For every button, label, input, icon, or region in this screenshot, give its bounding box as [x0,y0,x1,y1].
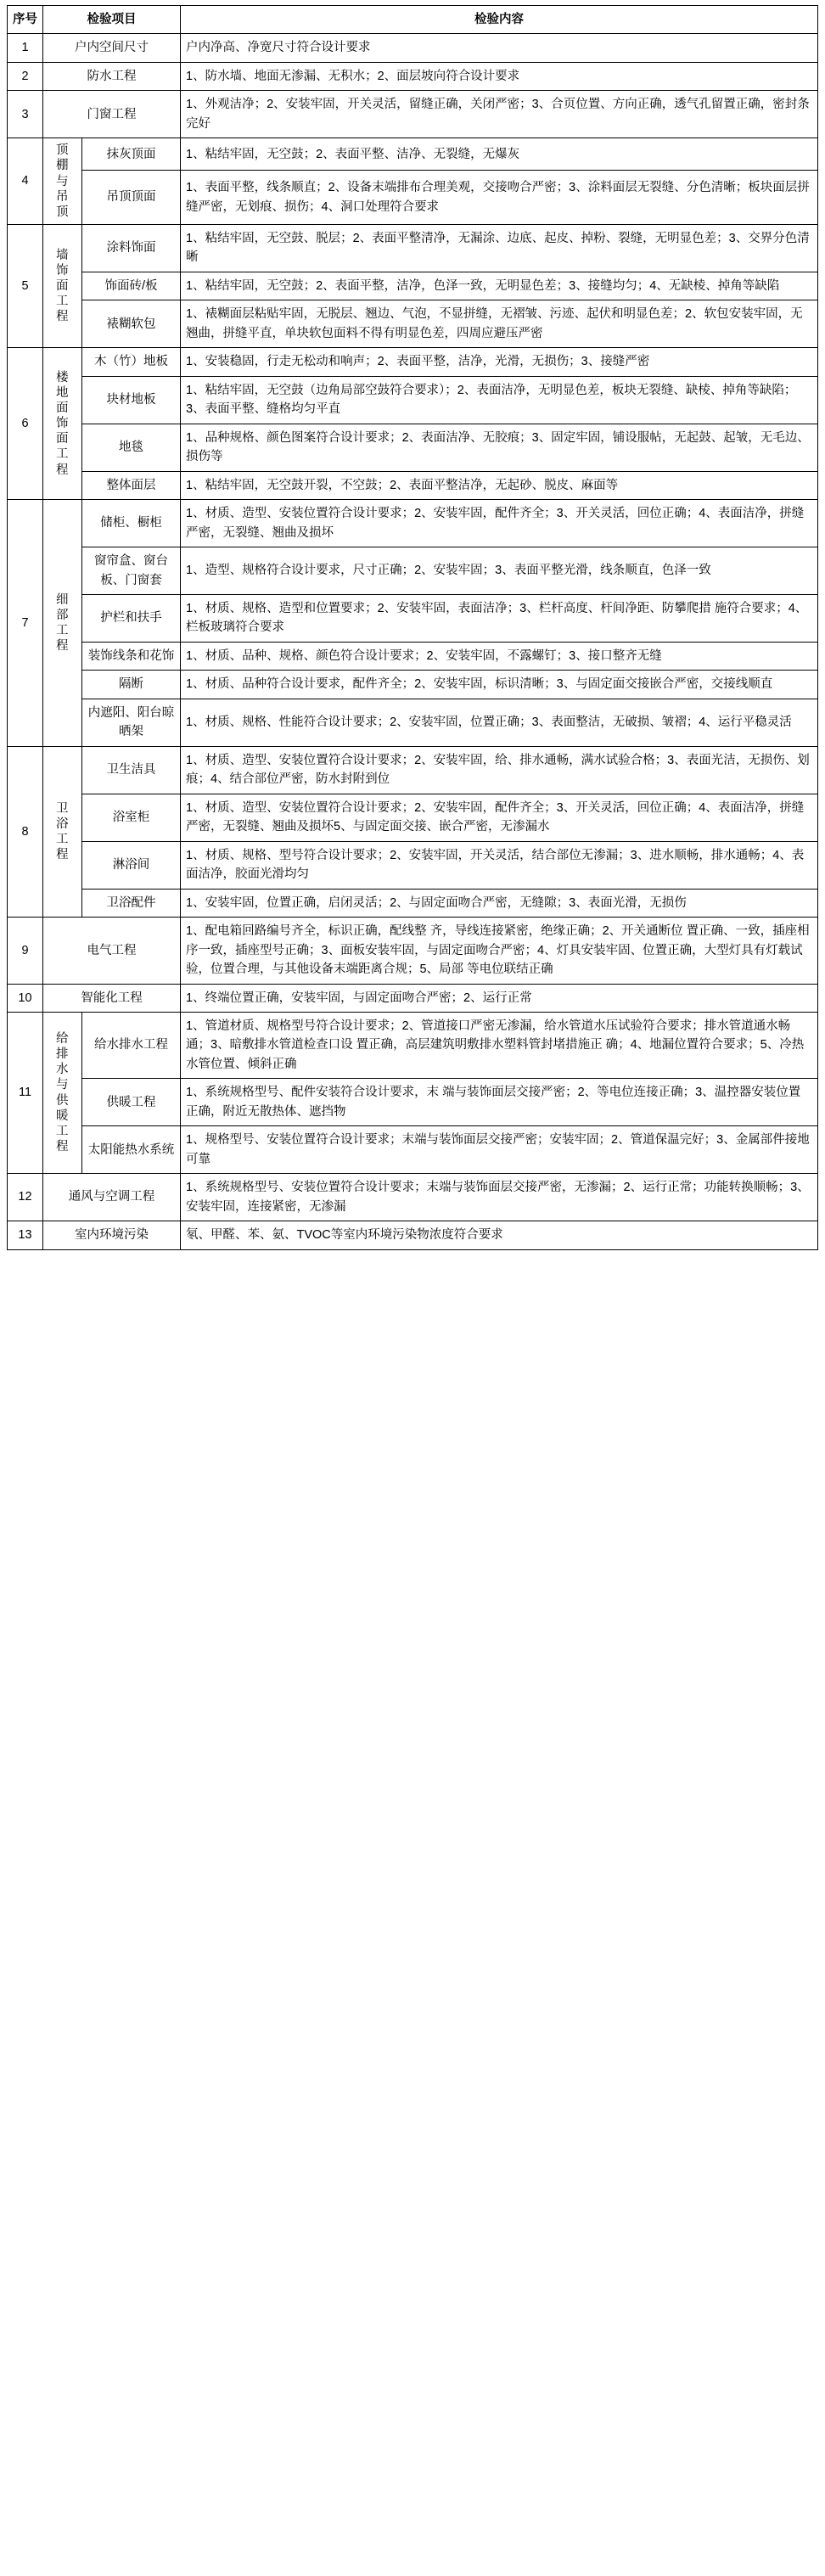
inspection-item: 抹灰顶面 [82,138,181,171]
inspection-content: 1、规格型号、安装位置符合设计要求；末端与装饰面层交接严密；安装牢固；2、管道保温完好；3、金属部件接地可靠 [181,1126,818,1174]
header-cell-no: 序号 [8,6,43,34]
row-number: 8 [8,746,43,917]
table-row [8,841,818,889]
table-row [8,424,818,471]
inspection-item: 裱糊软包 [82,300,181,348]
inspection-item: 给水排水工程 [82,1012,181,1078]
inspection-item: 护栏和扶手 [82,595,181,643]
row-group-label [43,138,82,225]
table-body [8,34,818,1249]
inspection-content: 1、表面平整，线条顺直；2、设备末端排布合理美观，交接吻合严密；3、涂料面层无裂缝、分色清晰；板块面层拼缝严密，无划痕、损伤；4、洞口处理符合要求 [181,171,818,225]
row-group-label [43,348,82,500]
inspection-content: 1、材质、规格、造型和位置要求；2、安装牢固，表面洁净；3、栏杆高度、杆间净距、防攀爬措 施符合要求；4、栏板玻璃符合要求 [181,595,818,643]
table-row [8,500,818,547]
inspection-item: 太阳能热水系统 [82,1126,181,1174]
inspection-content: 1、终端位置正确，安装牢固，与固定面吻合严密；2、运行正常 [181,984,818,1012]
row-number: 10 [8,984,43,1012]
table-row [8,889,818,917]
inspection-content: 氡、甲醛、苯、氨、TVOC等室内环境污染物浓度符合要求 [181,1221,818,1249]
table-row [8,138,818,171]
inspection-item: 木（竹）地板 [82,348,181,376]
table-row [8,1126,818,1174]
table-row [8,62,818,90]
inspection-item: 内遮阳、阳台晾晒架 [82,699,181,746]
table-row [8,348,818,376]
inspection-item: 门窗工程 [43,91,181,138]
inspection-table [7,5,818,1250]
inspection-content: 1、粘结牢固，无空鼓（边角局部空鼓符合要求）；2、表面洁净，无明显色差，板块无裂缝、缺棱、掉角等缺陷；3、表面平整、缝格均匀平直 [181,376,818,424]
inspection-content: 1、粘结牢固，无空鼓、脱层；2、表面平整清净，无漏涂、边底、起皮、掉粉、裂缝，无明显色差；3、交界分色清晰 [181,224,818,272]
inspection-item: 卫浴配件 [82,889,181,917]
group-label-text: 楼地面饰面工程 [56,370,69,477]
group-label-text: 给排水与供暖工程 [56,1032,69,1153]
inspection-content: 1、安装稳固，行走无松动和响声；2、表面平整，洁净，光滑，无损伤；3、接缝严密 [181,348,818,376]
row-number: 5 [8,224,43,347]
inspection-content: 1、安装牢固，位置正确，启闭灵活；2、与固定面吻合严密，无缝隙；3、表面光滑，无损伤 [181,889,818,917]
row-number: 6 [8,348,43,500]
header-cell-content: 检验内容 [181,6,818,34]
row-group-label [43,224,82,347]
inspection-item: 室内环境污染 [43,1221,181,1249]
header-row [8,6,818,34]
inspection-item: 块材地板 [82,376,181,424]
inspection-item: 户内空间尺寸 [43,34,181,62]
group-label-text: 顶棚与吊顶 [56,143,69,219]
inspection-item: 整体面层 [82,471,181,499]
inspection-item: 浴室柜 [82,794,181,841]
inspection-item: 地毯 [82,424,181,471]
inspection-item: 卫生洁具 [82,746,181,794]
table-row [8,376,818,424]
inspection-content: 1、系统规格型号、配件安装符合设计要求，末 端与装饰面层交接严密；2、等电位连接正确；3、温控器安装位置正确，附近无散热体、遮挡物 [181,1079,818,1126]
table-row [8,1174,818,1221]
table-row [8,471,818,499]
table-row [8,1012,818,1078]
inspection-content: 1、外观洁净；2、安装牢固，开关灵活，留缝正确，关闭严密；3、合页位置、方向正确，透气孔留置正确，密封条完好 [181,91,818,138]
table-row [8,595,818,643]
inspection-content: 1、裱糊面层粘贴牢固，无脱层、翘边、气泡，不显拼缝，无褶皱、污迹、起伏和明显色差；2、软包安装牢固，无翘曲，拼缝平直，单块软包面料不得有明显色差，四周应避压严密 [181,300,818,348]
row-number: 3 [8,91,43,138]
inspection-content: 1、造型、规格符合设计要求，尺寸正确；2、安装牢固；3、表面平整光滑，线条顺直，色泽一致 [181,547,818,595]
inspection-content: 1、材质、规格、性能符合设计要求；2、安装牢固，位置正确；3、表面整洁，无破损、皱褶；4、运行平稳灵活 [181,699,818,746]
table-row [8,300,818,348]
inspection-content: 1、材质、造型、安装位置符合设计要求；2、安装牢固，配件齐全；3、开关灵活，回位正确；4、表面洁净，拼缝严密，无裂缝、翘曲及损坏5、与固定面交接、嵌合严密，无渗漏水 [181,794,818,841]
row-number: 1 [8,34,43,62]
table-row [8,171,818,225]
row-group-label [43,500,82,747]
table-row [8,642,818,670]
table-row [8,984,818,1012]
row-number: 11 [8,1012,43,1173]
inspection-content: 1、材质、规格、型号符合设计要求；2、安装牢固，开关灵活，结合部位无渗漏；3、进水顺畅，排水通畅；4、表面洁净，胶面光滑均匀 [181,841,818,889]
inspection-item: 装饰线条和花饰 [82,642,181,670]
inspection-item: 窗帘盒、窗台板、门窗套 [82,547,181,595]
inspection-content: 户内净高、净宽尺寸符合设计要求 [181,34,818,62]
row-number: 12 [8,1174,43,1221]
inspection-content: 1、管道材质、规格型号符合设计要求；2、管道接口严密无渗漏，给水管道水压试验符合要求；排水管道通水畅通；3、暗敷排水管道检查口设 置正确，高层建筑明敷排水塑料管封堵措施正 确；4、地漏位置符合要求；5、冷热水管位置、倾斜正确 [181,1012,818,1078]
inspection-content: 1、配电箱回路编号齐全，标识正确，配线整 齐，导线连接紧密，绝缘正确；2、开关通断位 置正确、一致，插座相序一致，插座型号正确；3、面板安装牢固，与固定面吻合严密；4、灯具安装牢固、位置正确，大型灯具有灯载试验，位置合理，与其他设备末端距离合规；5、局部 等电位联结正确 [181,918,818,984]
table-row [8,224,818,272]
inspection-content: 1、材质、品种、规格、颜色符合设计要求；2、安装牢固，不露螺钉；3、接口整齐无缝 [181,642,818,670]
table-row [8,547,818,595]
row-group-label [43,746,82,917]
inspection-content: 1、品种规格、颜色图案符合设计要求；2、表面洁净、无胶痕；3、固定牢固，铺设服帖，无起鼓、起皱，无毛边、损伤等 [181,424,818,471]
inspection-content: 1、粘结牢固，无空鼓；2、表面平整，洁净，色泽一致，无明显色差；3、接缝均匀；4、无缺棱、掉角等缺陷 [181,272,818,300]
table-row [8,1079,818,1126]
inspection-content: 1、系统规格型号、安装位置符合设计要求；末端与装饰面层交接严密，无渗漏；2、运行正常；功能转换顺畅；3、安装牢固，连接紧密，无渗漏 [181,1174,818,1221]
row-number: 7 [8,500,43,747]
inspection-item: 供暖工程 [82,1079,181,1126]
row-number: 4 [8,138,43,225]
inspection-item: 吊顶顶面 [82,171,181,225]
group-label-text: 卫浴工程 [56,801,69,862]
document-page [0,0,825,1259]
table-row [8,794,818,841]
table-row [8,699,818,746]
table-row [8,746,818,794]
row-number: 13 [8,1221,43,1249]
row-group-label [43,1012,82,1173]
row-number: 2 [8,62,43,90]
inspection-item: 防水工程 [43,62,181,90]
inspection-item: 涂料饰面 [82,224,181,272]
inspection-item: 电气工程 [43,918,181,984]
inspection-item: 通风与空调工程 [43,1174,181,1221]
inspection-item: 淋浴间 [82,841,181,889]
table-header [8,6,818,34]
table-row [8,1221,818,1249]
inspection-item: 智能化工程 [43,984,181,1012]
header-cell-item: 检验项目 [43,6,181,34]
inspection-item: 储柜、橱柜 [82,500,181,547]
table-row [8,91,818,138]
group-label-text: 墙饰面工程 [56,248,69,324]
table-row [8,918,818,984]
inspection-content: 1、材质、造型、安装位置符合设计要求；2、安装牢固，配件齐全；3、开关灵活，回位正确；4、表面洁净，拼缝严密，无裂缝、翘曲及损坏 [181,500,818,547]
inspection-item: 饰面砖/板 [82,272,181,300]
table-row [8,671,818,699]
inspection-content: 1、粘结牢固，无空鼓开裂，不空鼓；2、表面平整洁净，无起砂、脱皮、麻面等 [181,471,818,499]
inspection-content: 1、材质、品种符合设计要求，配件齐全；2、安装牢固，标识清晰；3、与固定面交接嵌合严密，交接线顺直 [181,671,818,699]
table-row [8,272,818,300]
inspection-content: 1、材质、造型、安装位置符合设计要求；2、安装牢固，给、排水通畅，满水试验合格；3、表面光洁，无损伤、划痕；4、结合部位严密，防水封附到位 [181,746,818,794]
inspection-item: 隔断 [82,671,181,699]
row-number: 9 [8,918,43,984]
inspection-content: 1、防水墙、地面无渗漏、无积水；2、面层坡向符合设计要求 [181,62,818,90]
group-label-text: 细部工程 [56,592,69,654]
inspection-content: 1、粘结牢固，无空鼓；2、表面平整、洁净、无裂缝，无爆灰 [181,138,818,171]
table-row [8,34,818,62]
